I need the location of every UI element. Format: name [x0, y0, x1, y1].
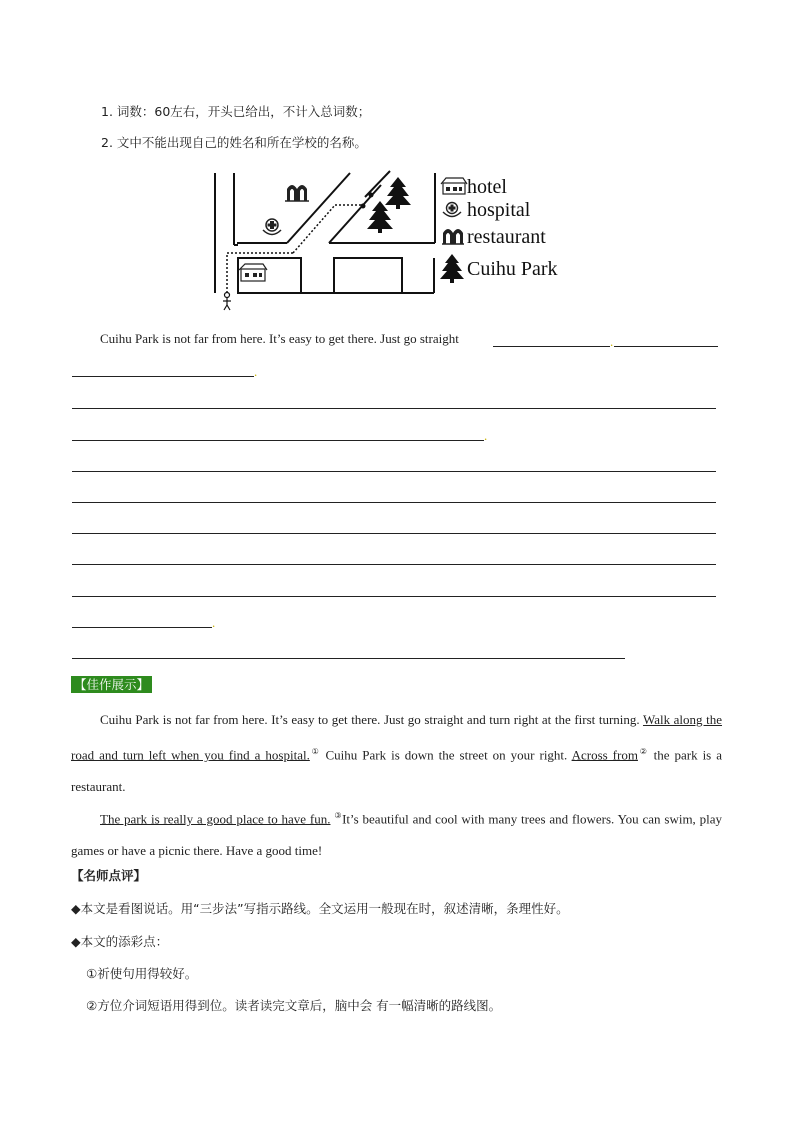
restaurant-icon: [285, 185, 309, 201]
model-essay-paragraph-2: The park is really a good place to have fun. ③It’s beautiful and cool with many trees and flowers. You can swim, play games or have a picnic there. Have a good time!: [71, 811, 723, 859]
legend-park-label: Cuihu Park: [467, 258, 558, 280]
writing-line[interactable]: [72, 596, 716, 597]
prompt-dot: .: [212, 615, 216, 630]
writing-line[interactable]: [72, 440, 484, 441]
park-block: [334, 258, 402, 293]
prompt-dot: .: [484, 428, 488, 443]
writing-line[interactable]: [72, 564, 716, 565]
writing-line[interactable]: [72, 376, 254, 377]
mark-2: ②: [637, 747, 649, 756]
writing-line[interactable]: [493, 346, 610, 347]
model-essay-paragraph-1: Cuihu Park is not far from here. It’s easy to get there. Just go straight and turn right at the first turning. Walk along the road and turn left when you find a hospital.① Cuihu Park is down the street on your right. Across from② the park is a restaurant.: [71, 712, 723, 795]
highlight-sentence-1: Walk along the road and turn left when you find a hospital.: [71, 712, 723, 763]
requirement-2: 2. 文中不能出现自己的姓名和所在学校的名称。: [101, 135, 367, 150]
comment-bullet-1: ◆本文是看图说话。用“三步法”写指示路线。全文运用一般现在时，叙述清晰，条理性好。: [71, 901, 569, 916]
prompt-dot: .: [610, 334, 614, 349]
writing-line[interactable]: [614, 346, 718, 347]
road-line: [287, 173, 350, 243]
mark-1: ①: [309, 747, 321, 756]
requirement-1: 1. 词数：60左右，开头已给出，不计入总词数；: [101, 104, 371, 119]
comment-point-1: ①祈使句用得较好。: [86, 966, 198, 981]
legend-hospital-label: hospital: [467, 199, 531, 221]
legend-hotel-icon: [441, 178, 467, 194]
mark-3: ③: [334, 811, 343, 820]
legend-hotel-label: hotel: [467, 176, 507, 198]
highlight-sentence-3: The park is really a good place to have fun.: [100, 811, 331, 827]
legend-park-icon: [440, 254, 464, 283]
writing-line[interactable]: [72, 533, 716, 534]
hotel-icon: [239, 264, 267, 281]
route-map: [205, 165, 605, 315]
writing-line[interactable]: [72, 627, 212, 628]
writing-line[interactable]: [72, 658, 625, 659]
model-essay-heading: 【佳作展示】: [71, 675, 152, 693]
writing-line[interactable]: [72, 502, 716, 503]
legend-restaurant-icon: [442, 229, 464, 244]
writing-line[interactable]: [72, 408, 716, 409]
comment-point-2: ②方位介词短语用得到位。读者读完文章后，脑中会 有一幅清晰的路线图。: [86, 998, 502, 1013]
prompt-dot: .: [254, 364, 258, 379]
comment-bullet-2: ◆本文的添彩点：: [71, 934, 169, 949]
legend-restaurant-label: restaurant: [467, 226, 546, 248]
tree-icon: [367, 201, 393, 233]
road-line: [329, 185, 381, 243]
legend-hospital-icon: [443, 203, 461, 217]
hospital-icon: [263, 219, 281, 235]
writing-line[interactable]: [72, 471, 716, 472]
prompt-start-text: Cuihu Park is not far from here. It’s easy to get there. Just go straight: [100, 331, 459, 346]
highlight-phrase-2: Across from: [571, 747, 638, 763]
tree-icon: [385, 177, 411, 209]
comments-heading: 【名师点评】: [71, 868, 147, 883]
walker-icon: [223, 293, 231, 311]
